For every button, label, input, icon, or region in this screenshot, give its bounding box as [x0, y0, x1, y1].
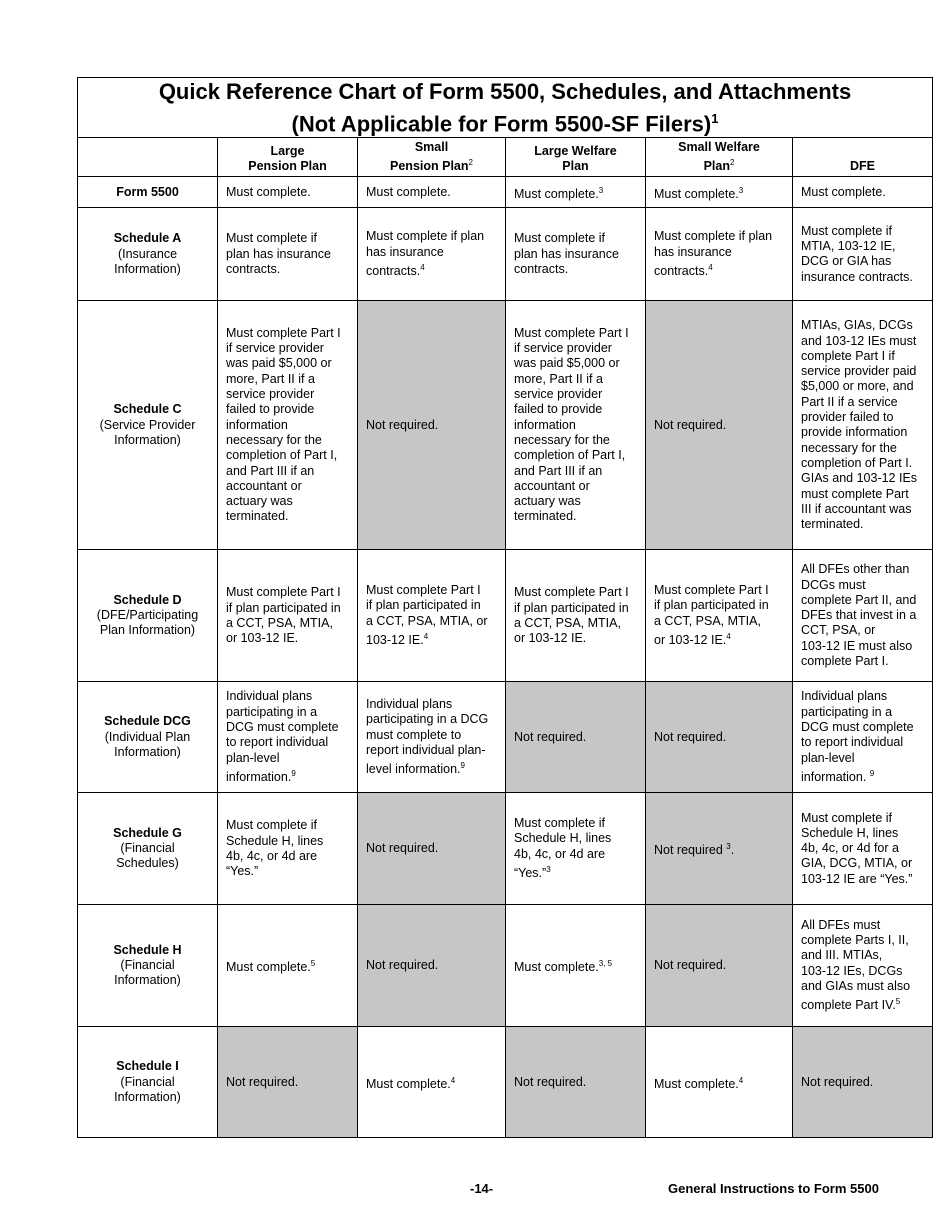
column-header-row: [78, 138, 933, 177]
row-header-subtitle: (DFE/Participating Plan Information): [96, 608, 199, 638]
table-cell: Not required.: [358, 905, 506, 1027]
table-cell: Not required.: [646, 682, 793, 793]
table-cell: Must complete Part I if plan participated in a CCT, PSA, MTIA, or 103-12 IE.: [218, 550, 358, 682]
table-cell: Individual plans participating in a DCG must complete to report individual plan-level information.$^9$: [218, 682, 358, 793]
row-header: [78, 208, 218, 301]
cell-footnote: 3: [546, 865, 551, 875]
table-cell: All DFEs must complete Parts I, II, and III. MTIAs, 103-12 IEs, DCGs and GIAs must also complete Part IV.$^5$: [793, 905, 933, 1027]
row-header-name: Schedule G: [113, 825, 182, 840]
row-header: [78, 177, 218, 208]
table-cell: Not required.: [218, 1027, 358, 1138]
row-header: [78, 301, 218, 550]
table-row: [78, 177, 933, 208]
column-header-1: Large Pension Plan: [218, 138, 358, 177]
title-row: [78, 78, 933, 138]
cell-footnote: 4: [423, 632, 429, 642]
row-header-subtitle: (Individual Plan Information): [104, 729, 191, 759]
table-cell: Must complete if Schedule H, lines 4b, 4c, or 4d are “Yes.”$^3$: [506, 793, 646, 905]
cell-footnote: 4: [738, 1075, 744, 1085]
chart-title-line1: Quick Reference Chart of Form 5500, Schedules, and Attachments: [158, 79, 852, 104]
table-cell: Must complete if Schedule H, lines 4b, 4c, or 4d for a GIA, DCG, MTIA, or 103-12 IE are “Yes.”: [793, 793, 933, 905]
cell-footnote: 5: [895, 997, 901, 1007]
column-header-footnote: 2: [468, 158, 473, 168]
cell-footnote: 5: [310, 959, 316, 969]
table-cell: Must complete.: [218, 177, 358, 208]
cell-footnote: 3: [738, 185, 744, 195]
table-row: [78, 301, 933, 550]
table-cell: Must complete if plan has insurance contracts.$^4$: [646, 208, 793, 301]
table-row: [78, 550, 933, 682]
cell-footnote: 9: [869, 768, 875, 778]
cell-footnote: 3, 5: [598, 959, 613, 969]
table-cell: Must complete.$^3$: [506, 177, 646, 208]
table-cell: Must complete.: [358, 177, 506, 208]
column-header-4: Small Welfare Plan$^2$: [646, 138, 793, 177]
cell-footnote: 4: [420, 262, 425, 272]
table-cell: Must complete.$^4$: [646, 1027, 793, 1138]
cell-footnote: 4: [708, 262, 713, 272]
table-cell: Not required.: [358, 301, 506, 550]
row-header-subtitle: (Service Provider Information): [99, 417, 196, 447]
table-cell: Must complete Part I if plan participated in a CCT, PSA, MTIA, or 103-12 IE.: [506, 550, 646, 682]
cell-footnote: 9: [460, 761, 465, 771]
row-header-name: Schedule DCG: [104, 714, 191, 729]
chart-title: [78, 78, 933, 138]
row-header-subtitle: (Financial Information): [114, 1074, 181, 1104]
cell-footnote: 4: [726, 632, 731, 642]
row-header-name: Schedule I: [116, 1059, 179, 1074]
table-row: [78, 793, 933, 905]
table-cell: Must complete.$^{3, 5}$: [506, 905, 646, 1027]
table-cell: Not required.: [358, 793, 506, 905]
table-cell: Must complete if plan has insurance contracts.: [506, 208, 646, 301]
chart-title-line2: (Not Applicable for Form 5500-SF Filers)$^1$: [291, 111, 719, 137]
row-header-subtitle: (Financial Schedules): [116, 841, 179, 871]
title-footnote: 1: [711, 111, 719, 126]
column-header-2: Small Pension Plan$^2$: [358, 138, 506, 177]
table-cell: Must complete.$^5$: [218, 905, 358, 1027]
table-cell: Must complete Part I if plan participated in a CCT, PSA, MTIA, or 103-12 IE.$^4$: [358, 550, 506, 682]
table-row: [78, 905, 933, 1027]
table-cell: Not required.: [646, 301, 793, 550]
row-header-subtitle: (Insurance Information): [114, 246, 181, 276]
page-number: -14-: [470, 1181, 494, 1196]
row-header-name: Schedule D: [113, 592, 182, 607]
table-cell: Individual plans participating in a DCG must complete to report individual plan-level information. $^9$: [793, 682, 933, 793]
row-header: [78, 1027, 218, 1138]
table-cell: Individual plans participating in a DCG must complete to report individual plan- level information.$^9$: [358, 682, 506, 793]
row-header: [78, 682, 218, 793]
table-cell: Not required.: [793, 1027, 933, 1138]
table-cell: Not required.: [646, 905, 793, 1027]
row-header: [78, 793, 218, 905]
table-cell: Not required.: [506, 682, 646, 793]
quick-reference-chart: [77, 77, 933, 1138]
table-cell: All DFEs other than DCGs must complete Part II, and DFEs that invest in a CCT, PSA, or 103-12 IE must also complete Part I.: [793, 550, 933, 682]
table-cell: Not required.: [506, 1027, 646, 1138]
table-cell: Must complete if plan has insurance contracts.$^4$: [358, 208, 506, 301]
table-cell: Must complete.$^4$: [358, 1027, 506, 1138]
column-header-5: DFE: [793, 138, 933, 177]
row-header-name: Schedule A: [113, 231, 182, 246]
row-header-name: Form 5500: [116, 184, 179, 199]
table-row: [78, 208, 933, 301]
table-row: [78, 682, 933, 793]
corner-cell: [78, 138, 218, 177]
table-cell: Must complete.: [793, 177, 933, 208]
row-header-name: Schedule H: [113, 942, 182, 957]
cell-footnote: 3: [598, 185, 604, 195]
table-cell: Must complete Part I if service provider was paid $5,000 or more, Part II if a service provider failed to provide information necessary for the completion of Part I, and Part III if an accountant or actuary was terminated.: [218, 301, 358, 550]
row-header-name: Schedule C: [113, 402, 182, 417]
column-header-3: Large Welfare Plan: [506, 138, 646, 177]
row-header: [78, 550, 218, 682]
table-row: [78, 1027, 933, 1138]
table-cell: Not required $^3$.: [646, 793, 793, 905]
table-cell: Must complete if MTIA, 103-12 IE, DCG or GIA has insurance contracts.: [793, 208, 933, 301]
table-cell: Must complete if plan has insurance contracts.: [218, 208, 358, 301]
table-cell: Must complete Part I if service provider was paid $5,000 or more, Part II if a service provider failed to provide information necessary for the completion of Part I, and Part III if an accountant or actuary was terminated.: [506, 301, 646, 550]
footer-document-title: General Instructions to Form 5500: [668, 1181, 879, 1196]
row-header: [78, 905, 218, 1027]
row-header-subtitle: (Financial Information): [114, 958, 181, 988]
table-cell: Must complete if Schedule H, lines 4b, 4c, or 4d are “Yes.”: [218, 793, 358, 905]
table-cell: Must complete Part I if plan participated in a CCT, PSA, MTIA, or 103-12 IE.$^4$: [646, 550, 793, 682]
table-cell: Must complete.$^3$: [646, 177, 793, 208]
cell-footnote: 4: [450, 1075, 456, 1085]
table-cell: MTIAs, GIAs, DCGs and 103-12 IEs must complete Part I if service provider paid $5,000 or more, and Part II if a service provider failed to provide information necessary for the completion of Part I. GIAs and 103-12 IEs must complete Part III if accountant was terminated.: [793, 301, 933, 550]
cell-footnote: 9: [291, 768, 296, 778]
column-header-footnote: 2: [729, 158, 735, 168]
cell-footnote: 3: [726, 842, 731, 852]
